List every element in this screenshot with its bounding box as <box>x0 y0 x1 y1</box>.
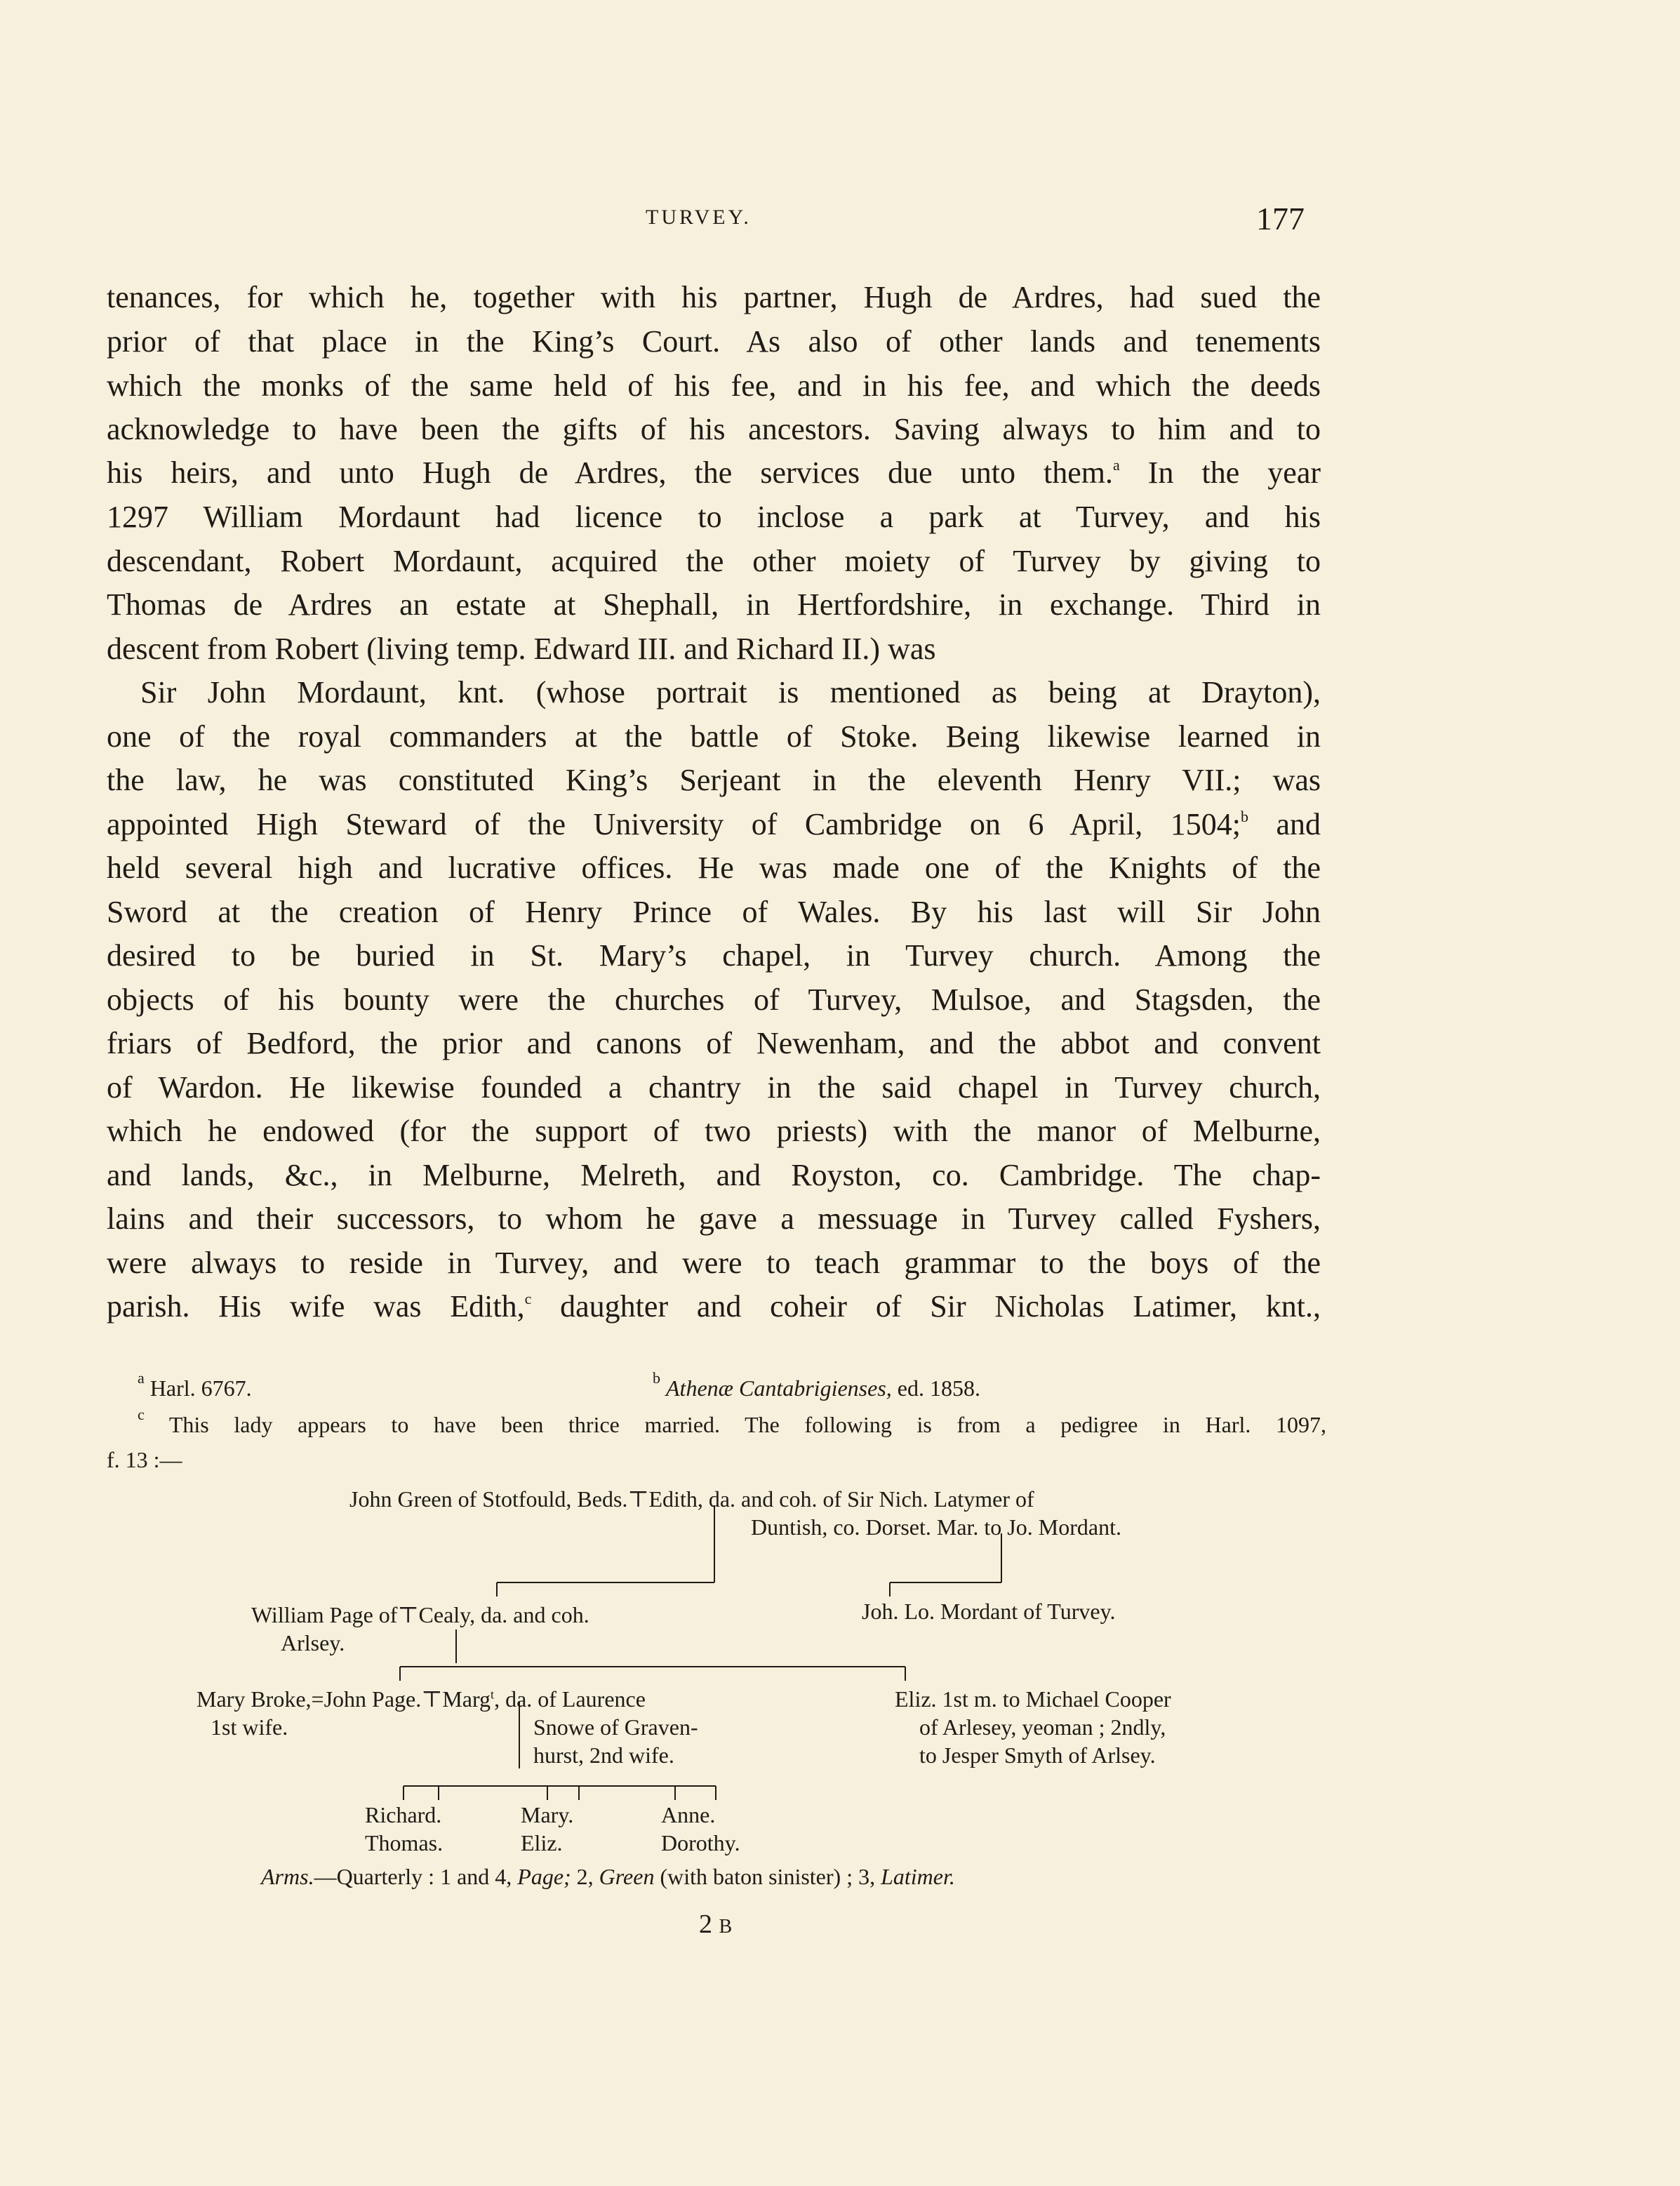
footnote-marker: a <box>138 1369 145 1387</box>
body-line-text: his heirs, and unto Hugh de Ardres, the services due unto them. <box>107 455 1113 490</box>
body-line: held several high and lucrative offices. He was made one of the Knights of the <box>107 851 1321 885</box>
child-mary: Mary. <box>521 1802 574 1827</box>
body-line: objects of his bounty were the churches of Turvey, Mulsoe, and Stagsden, the <box>107 982 1321 1017</box>
signature-letter: B <box>719 1916 733 1938</box>
person-john-green: John Green of Stotfould, Beds. <box>349 1486 628 1512</box>
body-line: were always to reside in Turvey, and were to teach grammar to the boys of the <box>107 1246 1321 1280</box>
body-line: Sword at the creation of Henry Prince of Wales. By his last will Sir John <box>107 895 1321 929</box>
body-line: and lands, &c., in Melburne, Melreth, and Royston, co. Cambridge. The chap- <box>107 1158 1321 1192</box>
person-eliz-cont: of Arlesey, yeoman ; 2ndly, <box>919 1714 1166 1740</box>
page-number: 177 <box>1256 201 1305 236</box>
body-line-text: parish. His wife was Edith, <box>107 1289 525 1324</box>
pedigree-margt-cont: hurst, 2nd wife. <box>533 1742 674 1768</box>
pedigree-edith-cont: Duntish, co. Dorset. Mar. to Jo. Mordant. <box>751 1514 1121 1540</box>
child-anne: Anne. <box>661 1802 716 1827</box>
body-line: descent from Robert (living temp. Edward III. and Richard II.) was <box>107 632 936 666</box>
footnote-ref-b[interactable]: b <box>1240 808 1248 825</box>
body-line: prior of that place in the King’s Court. As also of other lands and tenements <box>107 324 1321 359</box>
body-line-text: and <box>1276 807 1321 841</box>
body-line: friars of Bedford, the prior and canons of Newenham, and the abbot and convent <box>107 1026 1321 1060</box>
footnote-b-text: ed. 1858. <box>897 1375 980 1401</box>
signature-mark <box>699 1909 732 1940</box>
footnote-c-text: This lady appears to have been thrice married. The following is from a pedigree in Harl. 1097, <box>168 1412 1327 1437</box>
arms-label: Arms. <box>261 1864 314 1889</box>
pedigree-mary-broke-cont: 1st wife. <box>211 1714 288 1740</box>
body-line: acknowledge to have been the gifts of his ancestors. Saving always to him and to <box>107 412 1321 446</box>
pedigree-william-page-cont: Arlsey. <box>281 1630 345 1655</box>
marriage-symbol: ⊤ <box>397 1602 419 1627</box>
footnote-c-cont: f. 13 :— <box>107 1447 182 1472</box>
person-margt: Marg <box>442 1686 491 1712</box>
arms-page: Page; <box>517 1864 571 1889</box>
body-line: of Wardon. He likewise founded a chantry in the said chapel in Turvey church, <box>107 1070 1321 1105</box>
body-line: Sir John Mordaunt, knt. (whose portrait is mentioned as being at Drayton), <box>140 675 1321 709</box>
arms-text: 2, <box>576 1864 594 1889</box>
pedigree-john-green <box>349 1488 1034 1510</box>
footnote-ref-a[interactable]: a <box>1112 456 1120 474</box>
person-margt-desc: , da. of Laurence <box>494 1686 646 1712</box>
marriage-symbol: ⊤ <box>627 1486 649 1512</box>
marriage-symbol: ⊤ <box>421 1686 443 1712</box>
superscript: t <box>491 1687 495 1702</box>
child-richard: Richard. <box>365 1802 442 1827</box>
child-eliz: Eliz. <box>521 1830 563 1855</box>
pedigree-margt-cont: Snowe of Graven- <box>533 1714 698 1740</box>
body-line: 1297 William Mordaunt had licence to inclose a park at Turvey, and his <box>107 500 1321 534</box>
body-line: tenances, for which he, together with his partner, Hugh de Ardres, had sued the <box>107 280 1321 314</box>
footnote-b-title: Athenæ Cantabrigienses, <box>666 1375 892 1401</box>
body-line: which he endowed (for the support of two priests) with the manor of Melburne, <box>107 1114 1321 1148</box>
person-eliz: Eliz. 1st m. to Michael Cooper <box>895 1686 1171 1712</box>
footnote-marker: c <box>138 1406 145 1423</box>
header-title: TURVEY. <box>646 206 752 229</box>
child-thomas: Thomas. <box>365 1830 444 1855</box>
signature-number: 2 <box>699 1910 712 1939</box>
person-john-page: John Page. <box>324 1686 422 1712</box>
body-line: lains and their successors, to whom he gave a messuage in Turvey called Fyshers, <box>107 1201 1321 1236</box>
arms-text: (with baton sinister) ; 3, <box>660 1864 876 1889</box>
person-eliz-cont: to Jesper Smyth of Arlsey. <box>919 1742 1156 1768</box>
body-line: descendant, Robert Mordaunt, acquired the other moiety of Turvey by giving to <box>107 544 1321 578</box>
person-mary-broke: Mary Broke, <box>196 1686 312 1712</box>
body-line: which the monks of the same held of his fee, and in his fee, and which the deeds <box>107 368 1321 403</box>
footnote-ref-c[interactable]: c <box>524 1290 532 1307</box>
body-line: desired to be buried in St. Mary’s chapel, in Turvey church. Among the <box>107 938 1321 973</box>
pedigree-william-page <box>251 1604 589 1626</box>
person-edith: Edith, da. and coh. of Sir Nich. Latymer of <box>648 1486 1034 1512</box>
person-jo-mordant: Joh. Lo. Mordant of Turvey. <box>862 1599 1116 1624</box>
arms-green: Green <box>599 1864 655 1889</box>
body-line: the law, he was constituted King’s Serjeant in the eleventh Henry VII.; was <box>107 763 1321 797</box>
arms-latimer: Latimer. <box>881 1864 955 1889</box>
body-line: one of the royal commanders at the battle of Stoke. Being likewise learned in <box>107 719 1321 754</box>
body-line-text: appointed High Steward of the University of Cambridge on 6 April, 1504; <box>107 807 1241 841</box>
body-line: Thomas de Ardres an estate at Shephall, in Hertfordshire, in exchange. Third in <box>107 587 1321 622</box>
person-william-page: William Page of <box>251 1602 398 1627</box>
child-dorothy: Dorothy. <box>661 1830 740 1855</box>
body-line-text: In the year <box>1147 455 1321 490</box>
arms-text: —Quarterly : 1 and 4, <box>314 1864 512 1889</box>
footnote-a-text: Harl. 6767. <box>149 1375 252 1401</box>
marriage-symbol: = <box>311 1686 324 1712</box>
body-line-text: daughter and coheir of Sir Nicholas Latimer, knt., <box>560 1289 1321 1324</box>
person-cealy: Cealy, da. and coh. <box>418 1602 589 1627</box>
footnote-marker: b <box>653 1369 660 1387</box>
arms-line <box>261 1865 955 1888</box>
pedigree-john-page <box>196 1688 646 1710</box>
